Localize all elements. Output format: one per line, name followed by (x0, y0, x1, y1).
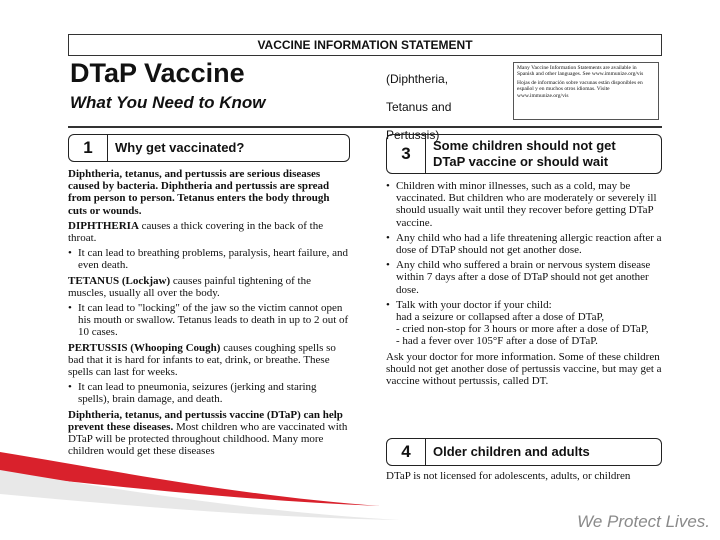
ask-doctor-paragraph: Ask your doctor for more information. Some of these children should not get another dose of pertussis vaccine, but may get a vaccine without pertussis, called DT. (386, 350, 662, 388)
disease-line: Pertussis) (386, 128, 440, 142)
closing-text: Most children who are vaccinated with DTaP will be protected throughout childhood. Many more children would get these diseases (68, 420, 348, 458)
condition-item: - cried non-stop for 3 hours or more after a dose of DTaP, (396, 323, 649, 336)
section-label: Why get vaccinated? (115, 140, 245, 155)
older-children-paragraph: DTaP is not licensed for adolescents, adults, or children (386, 470, 631, 482)
pertussis-term: PERTUSSIS (Whooping Cough) (68, 341, 221, 354)
pertussis-bullet: • It can lead to pneumonia, seizures (jerking and staring spells), brain damage, and death. (68, 381, 350, 405)
talk-doctor-bullet: • Talk with your doctor if your child: (386, 299, 662, 311)
allergic-reaction-bullet: • Any child who had a life threatening allergic reaction after a dose of DTaP should not get another dose. (386, 232, 662, 256)
vis-banner: VACCINE INFORMATION STATEMENT (68, 34, 662, 56)
intro-paragraph: Diphtheria, tetanus, and pertussis are serious diseases caused by bacteria. Diphtheria and pertussis are spread from person to person. Tetanus enters the body through cuts or wounds. (68, 168, 330, 217)
section-label-line: DTaP vaccine or should wait (433, 154, 609, 169)
pertussis-text: causes coughing spells so bad that it is hard for infants to eat, drink, or breathe. These spells can last for weeks. (68, 341, 336, 379)
page-title: DTaP Vaccine (70, 58, 245, 88)
section-number: 3 (387, 135, 426, 173)
page-subtitle: What You Need to Know (70, 93, 266, 112)
section-number: 1 (69, 135, 108, 161)
diphtheria-bullet: • It can lead to breathing problems, paralysis, heart failure, and even death. (68, 247, 350, 271)
diphtheria-text: causes a thick covering in the back of the throat. (68, 219, 324, 245)
disease-line: (Diphtheria, (386, 72, 449, 86)
closing-bold: Diphtheria, tetanus, and pertussis vaccine (DTaP) can help prevent these diseases. (68, 408, 343, 433)
tetanus-term: TETANUS (Lockjaw) (68, 274, 171, 287)
section-label-line: Some children should not get (433, 138, 616, 153)
minor-illness-bullet: • Children with minor illnesses, such as a cold, may be vaccinated. But children who are moderately or severely ill should usually wait until they recover before getting DTaP vaccine. (386, 180, 662, 229)
section-number: 4 (387, 439, 426, 465)
tetanus-bullet: • It can lead to "locking" of the jaw so the victim cannot open his mouth or swallow. Tetanus leads to death in up to 2 out of 10 cases. (68, 302, 350, 339)
nervous-system-bullet: • Any child who suffered a brain or nervous system disease within 7 days after a dose of DTaP should not get another dose. (386, 259, 662, 296)
diphtheria-term: DIPHTHERIA (68, 219, 139, 232)
slogan-text: We Protect Lives. (577, 512, 710, 531)
language-notice-english: Many Vaccine Information Statements are available in Spanish and other languages. See www.immunize.org/vis (517, 65, 644, 78)
section-label: Older children and adults (433, 444, 590, 459)
language-notice-spanish: Hojas de información sobre vacunas están disponibles en español y en muchos otros idiomas. Visite www.immunize.org/vis (517, 79, 643, 99)
condition-item: - had a fever over 105°F after a dose of DTaP. (396, 335, 598, 348)
condition-item: had a seizure or collapsed after a dose of DTaP, (396, 311, 605, 324)
disease-line: Tetanus and (386, 100, 452, 114)
tetanus-text: causes painful tightening of the muscles, usually all over the body. (68, 274, 311, 299)
